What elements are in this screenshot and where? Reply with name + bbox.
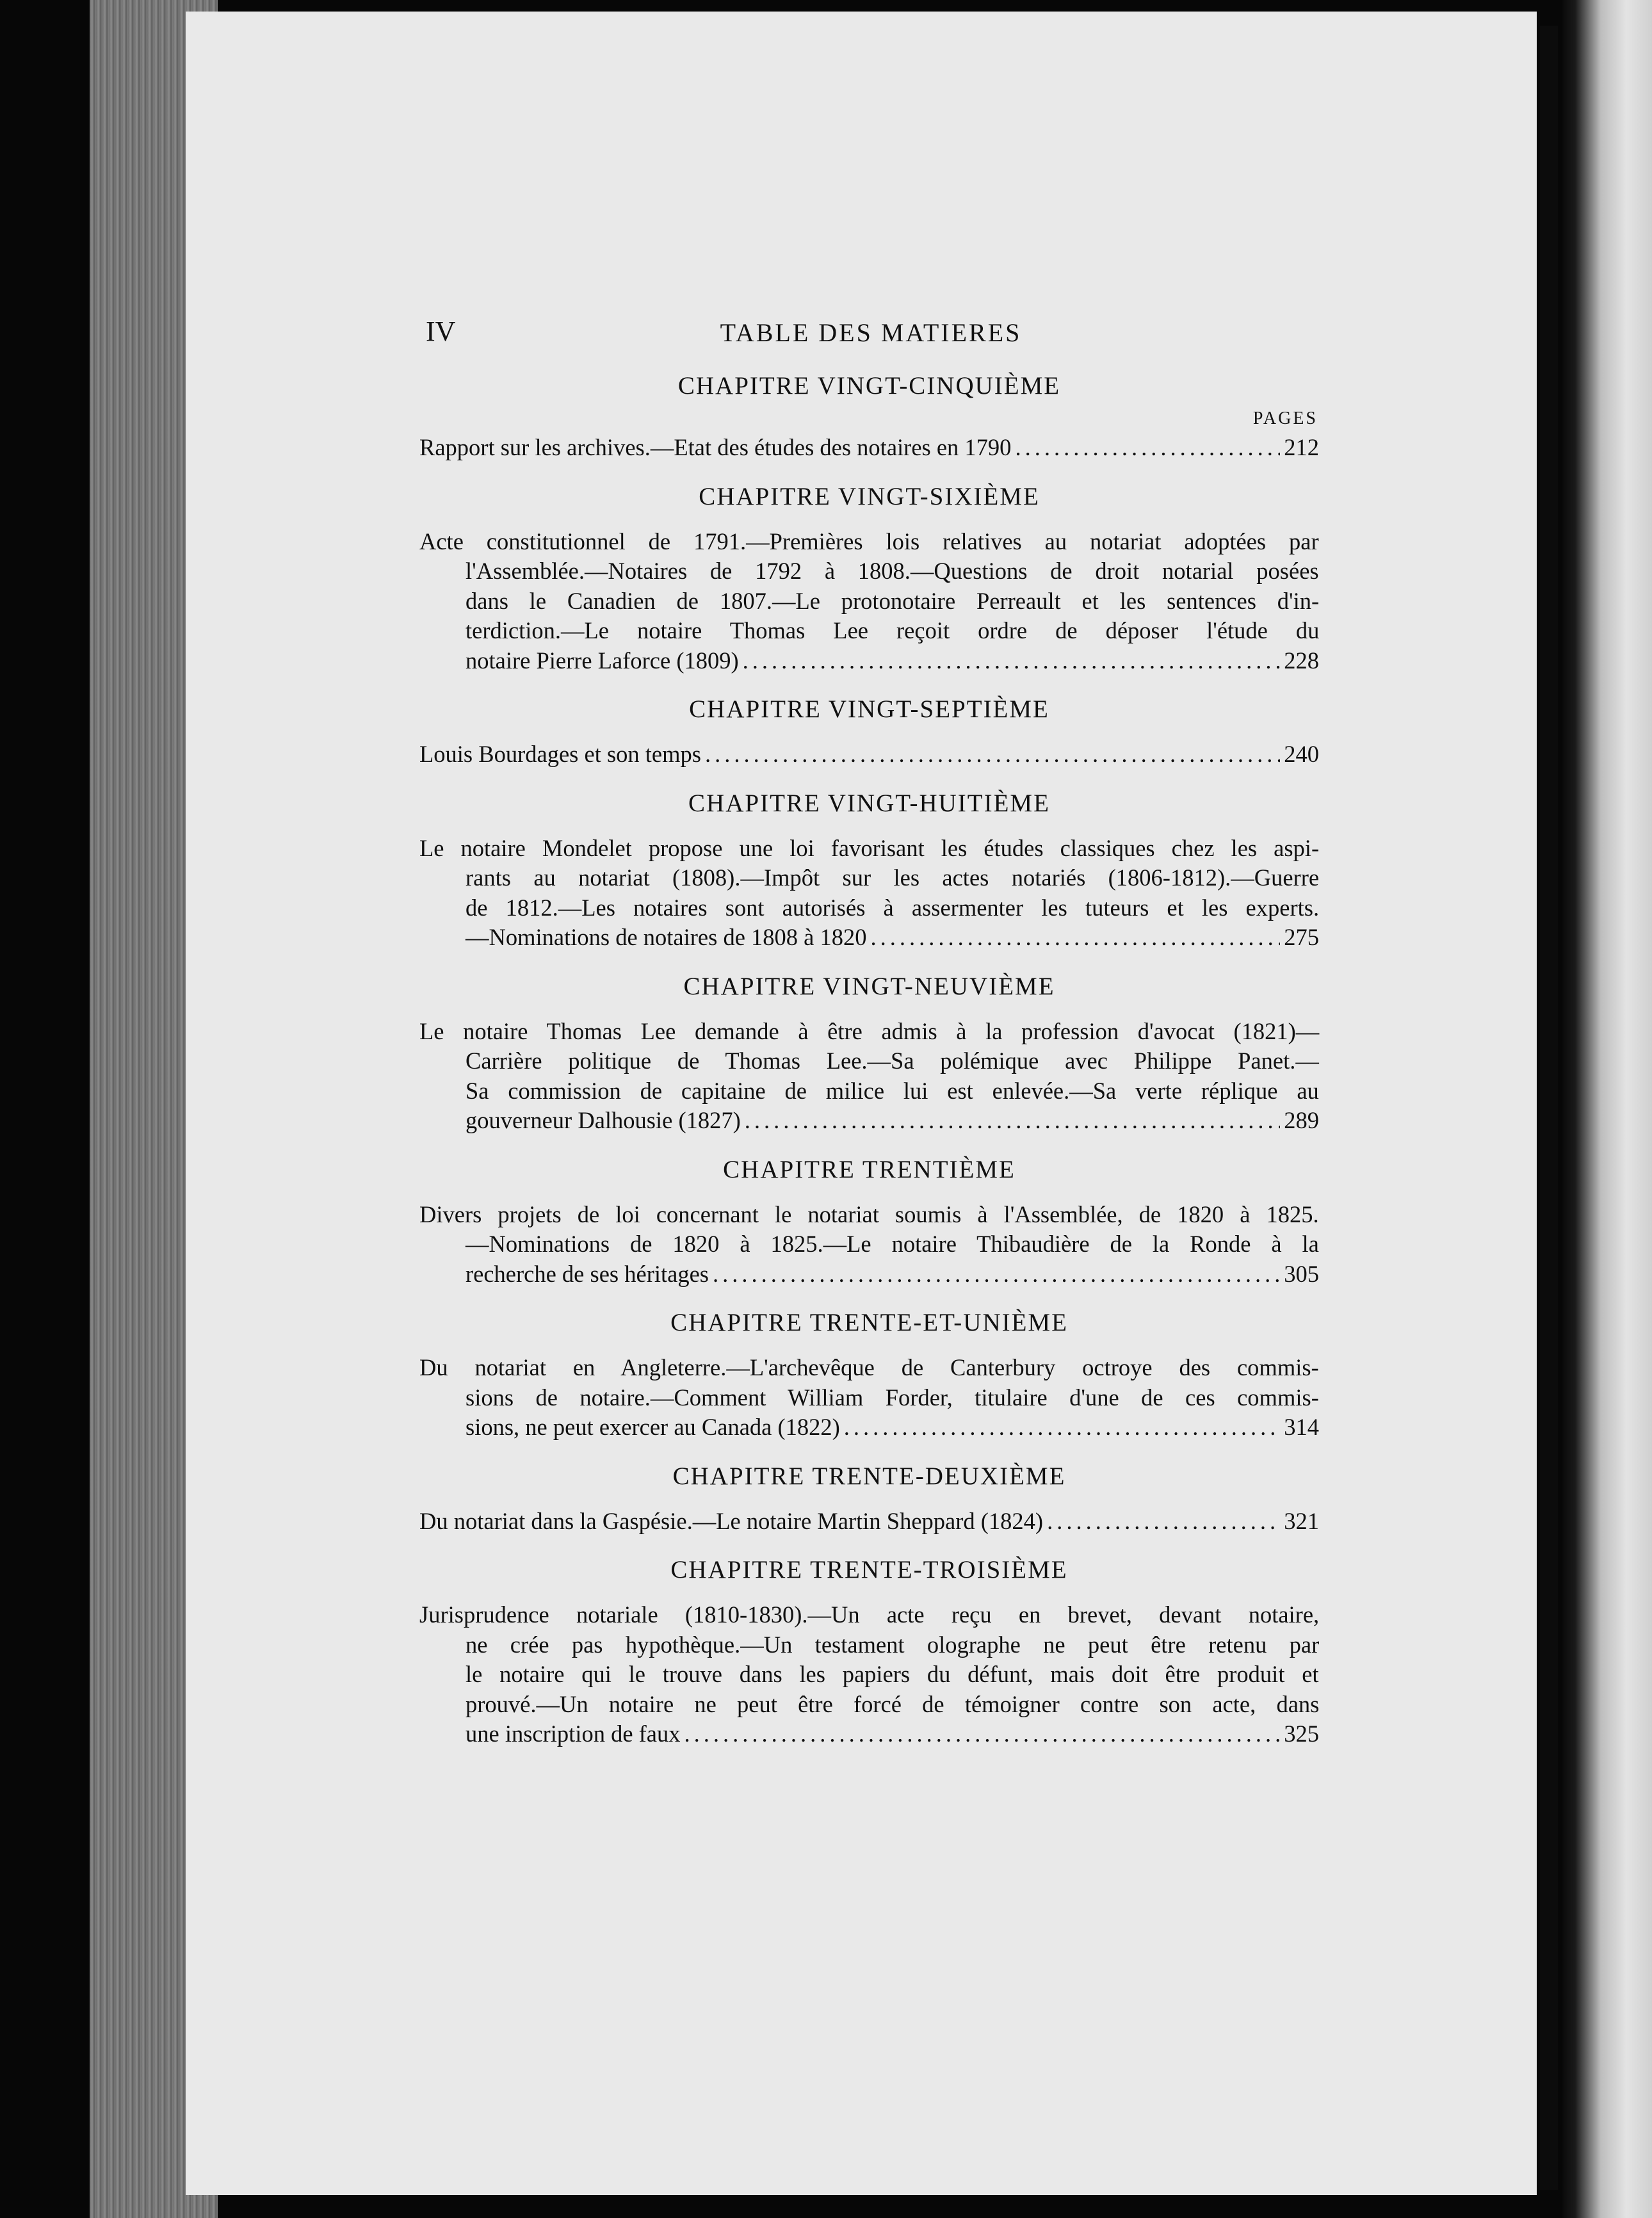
toc-entry-line <box>419 1507 1319 1537</box>
table-of-contents <box>419 371 1319 1749</box>
page-number[interactable]: 228 <box>1284 647 1319 674</box>
dot-leader <box>844 1413 1280 1443</box>
dot-leader <box>684 1719 1281 1749</box>
toc-entry-line <box>419 1353 1319 1383</box>
toc-entry-line <box>419 1719 1319 1749</box>
facing-page-edge <box>1562 0 1652 2218</box>
toc-entry-line <box>419 1017 1319 1047</box>
page-number[interactable]: 305 <box>1284 1260 1319 1287</box>
toc-entry-line <box>419 433 1319 463</box>
page-number[interactable]: 240 <box>1284 741 1319 767</box>
dot-leader <box>745 1106 1280 1136</box>
toc-entry <box>419 740 1319 770</box>
toc-entry-line <box>419 616 1319 646</box>
chapter-heading: CHAPITRE TRENTE-TROISIÈME <box>670 1556 1068 1583</box>
toc-entry-text: Le notaire Mondelet propose une loi favorisant les études classiques chez les aspi- <box>419 834 1320 861</box>
toc-entry <box>419 834 1319 953</box>
toc-entry-text: rants au notariat (1808).—Impôt sur les actes notariés (1806-1812).—Guerre <box>466 864 1320 891</box>
toc-entry-text: prouvé.—Un notaire ne peut être forcé de témoigner contre son acte, dans <box>466 1690 1320 1717</box>
toc-entry <box>419 433 1319 463</box>
pages-column-label: PAGES <box>1252 409 1318 428</box>
toc-entry <box>419 1353 1319 1443</box>
toc-entry-text: Acte constitutionnel de 1791.—Premières lois relatives au notariat adoptées par <box>419 528 1319 554</box>
chapter-heading: CHAPITRE TRENTIÈME <box>723 1155 1016 1183</box>
toc-entry-text: Louis Bourdages et son temps <box>419 741 701 767</box>
toc-entry <box>419 1600 1319 1749</box>
chapter-heading: CHAPITRE VINGT-SIXIÈME <box>699 482 1040 510</box>
page-number[interactable]: 321 <box>1284 1507 1319 1534</box>
toc-entry-line <box>419 1046 1319 1076</box>
toc-entry-text: —Nominations de notaires de 1808 à 1820 <box>466 924 867 950</box>
toc-entry <box>419 1200 1319 1290</box>
toc-entry-line <box>419 1106 1319 1136</box>
toc-entry-text: l'Assemblée.—Notaires de 1792 à 1808.—Questions de droit notarial posées <box>466 558 1319 584</box>
toc-entry-text: Sa commission de capitaine de milice lui est enlevée.—Sa verte réplique au <box>466 1077 1319 1104</box>
dot-leader <box>713 1259 1280 1290</box>
chapter-heading: CHAPITRE TRENTE-DEUXIÈME <box>672 1462 1066 1490</box>
toc-entry-text: le notaire qui le trouve dans les papiers du défunt, mais doit être produit et <box>466 1661 1319 1687</box>
toc-entry-line <box>419 1229 1319 1259</box>
toc-entry-line <box>419 1076 1319 1106</box>
toc-entry-text: ne crée pas hypothèque.—Un testament olographe ne peut être retenu par <box>466 1631 1320 1658</box>
dot-leader <box>1047 1507 1280 1537</box>
toc-entry-text: gouverneur Dalhousie (1827) <box>466 1107 741 1133</box>
toc-entry-text: Du notariat dans la Gaspésie.—Le notaire Martin Sheppard (1824) <box>419 1507 1044 1534</box>
dot-leader <box>870 923 1280 953</box>
page-number[interactable]: 275 <box>1284 924 1319 950</box>
toc-entry-text: terdiction.—Le notaire Thomas Lee reçoit ordre de déposer l'étude du <box>466 617 1320 644</box>
toc-entry-line <box>419 1200 1319 1230</box>
toc-entry-line <box>419 1660 1319 1690</box>
page-folio: IV <box>426 316 456 347</box>
toc-entry-text: Le notaire Thomas Lee demande à être admis à la profession d'avocat (1821)— <box>419 1017 1320 1044</box>
toc-entry-text: Divers projets de loi concernant le notariat soumis à l'Assemblée, de 1820 à 1825. <box>419 1201 1319 1227</box>
toc-entry <box>419 1507 1319 1537</box>
toc-entry-text: sions, ne peut exercer au Canada (1822) <box>466 1414 840 1440</box>
toc-entry-line <box>419 863 1319 893</box>
toc-entry <box>419 527 1319 676</box>
toc-entry-line <box>419 1600 1319 1630</box>
toc-entry-text: dans le Canadien de 1807.—Le protonotaire Perreault et les sentences d'in- <box>466 587 1320 614</box>
toc-entry-line <box>419 834 1319 864</box>
page-number[interactable]: 212 <box>1284 434 1319 460</box>
toc-entry-line <box>419 740 1319 770</box>
dot-leader <box>705 740 1280 770</box>
dot-leader <box>1015 433 1280 463</box>
page-number[interactable]: 314 <box>1284 1414 1319 1440</box>
toc-entry-text: de 1812.—Les notaires sont autorisés à assermenter les tuteurs et les experts. <box>466 894 1320 921</box>
chapter-heading: CHAPITRE TRENTE-ET-UNIÈME <box>670 1309 1068 1336</box>
page-header <box>426 315 1316 353</box>
toc-entry-text: Jurisprudence notariale (1810-1830).—Un acte reçu en brevet, devant notaire, <box>419 1601 1320 1628</box>
spine-shadow <box>1540 26 1558 2190</box>
chapter-heading: CHAPITRE VINGT-CINQUIÈME <box>677 372 1061 400</box>
chapter-heading: CHAPITRE VINGT-NEUVIÈME <box>683 972 1055 1000</box>
toc-entry-line <box>419 1630 1319 1660</box>
toc-entry-line <box>419 1690 1319 1720</box>
toc-entry-line <box>419 527 1319 557</box>
toc-entry-line <box>419 587 1319 617</box>
toc-entry-line <box>419 1383 1319 1413</box>
toc-entry-text: sions de notaire.—Comment William Forder, titulaire d'une de ces commis- <box>466 1384 1319 1411</box>
toc-entry-text: Carrière politique de Thomas Lee.—Sa polémique avec Philippe Panet.— <box>466 1048 1319 1074</box>
chapter-heading: CHAPITRE VINGT-HUITIÈME <box>688 789 1050 817</box>
toc-entry <box>419 1017 1319 1136</box>
page-number[interactable]: 289 <box>1284 1107 1319 1133</box>
toc-entry-text: Rapport sur les archives.—Etat des études des notaires en 1790 <box>419 434 1012 460</box>
toc-entry-line <box>419 923 1319 953</box>
toc-entry-line <box>419 646 1319 676</box>
toc-entry-text: notaire Pierre Laforce (1809) <box>466 647 739 674</box>
toc-entry-line <box>419 1413 1319 1443</box>
toc-entry-line <box>419 556 1319 587</box>
toc-entry-text: Du notariat en Angleterre.—L'archevêque de Canterbury octroye des commis- <box>419 1354 1319 1380</box>
page-number[interactable]: 325 <box>1284 1720 1319 1747</box>
toc-entry-text: recherche de ses héritages <box>466 1260 709 1287</box>
toc-entry-line <box>419 893 1319 923</box>
chapter-heading: CHAPITRE VINGT-SEPTIÈME <box>689 695 1049 723</box>
toc-entry-text: —Nominations de 1820 à 1825.—Le notaire Thibaudière de la Ronde à la <box>466 1231 1319 1257</box>
toc-entry-line <box>419 1259 1319 1290</box>
toc-entry-text: une inscription de faux <box>466 1720 681 1747</box>
dot-leader <box>743 646 1281 676</box>
running-title: TABLE DES MATIERES <box>720 318 1022 347</box>
